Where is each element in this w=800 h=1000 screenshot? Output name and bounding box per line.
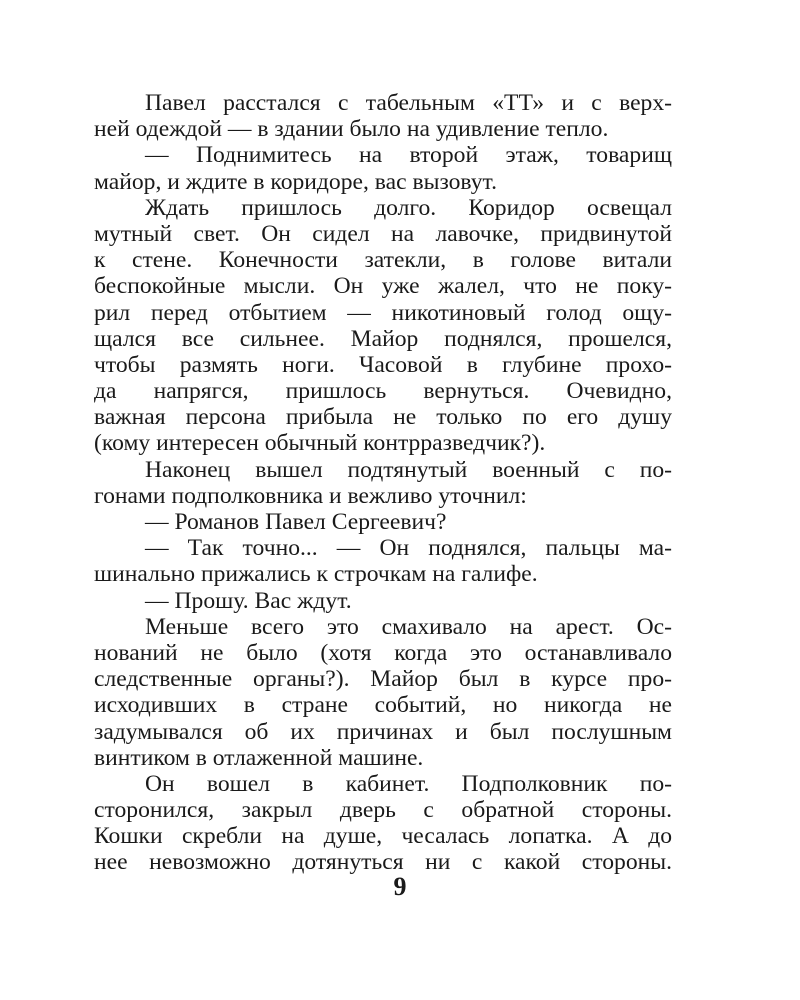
text-line: следственные органы?). Майор был в курсе про-	[94, 666, 672, 693]
text-line: Наконец вышел подтянутый военный с по-	[145, 456, 672, 483]
text-line: важная персона прибыла не только по его душу	[94, 404, 672, 431]
text-line: Он вошел в кабинет. Подполковник по-	[145, 770, 672, 797]
text-line: — Прошу. Вас ждут.	[145, 587, 352, 614]
text-line: ней одеждой — в здании было на удивление тепло.	[94, 116, 609, 143]
text-line: беспокойные мысли. Он уже жалел, что не поку-	[94, 273, 672, 300]
text-line: — Романов Павел Сергеевич?	[145, 509, 447, 535]
body-text	[94, 90, 672, 876]
text-line: мутный свет. Он сидел на лавочке, придвинутой	[94, 220, 672, 247]
text-line: сторонился, закрыл дверь с обратной стороны.	[94, 797, 672, 824]
text-line: рил перед отбытием — никотиновый голод ощу-	[94, 299, 672, 326]
text-line: гонами подполковника и вежливо уточнил:	[94, 482, 527, 509]
text-line: Павел расстался с табельным «ТТ» и с верх-	[145, 90, 672, 116]
text-line: — Так точно... — Он поднялся, пальцы ма-	[145, 535, 672, 562]
text-line: Меньше всего это смахивало на арест. Ос-	[145, 613, 672, 640]
text-line: Кошки скребли на душе, чесалась лопатка. А до	[94, 823, 672, 850]
text-line: нее невозможно дотянуться ни с какой стороны.	[94, 849, 672, 876]
text-line: майор, и ждите в коридоре, вас вызовут.	[94, 168, 497, 195]
text-line: щался все сильнее. Майор поднялся, прошелся,	[94, 325, 672, 352]
text-line: к стене. Конечности затекли, в голове витали	[94, 247, 672, 274]
text-line: нований не было (хотя когда это останавливало	[94, 639, 672, 666]
text-line: шинально прижались к строчкам на галифе.	[94, 561, 538, 588]
page-number: 9	[393, 872, 407, 901]
text-line: чтобы размять ноги. Часовой в глубине прохо-	[94, 351, 672, 378]
text-line: винтиком в отлаженной машине.	[94, 744, 424, 771]
text-line: (кому интересен обычный контрразведчик?).	[94, 430, 546, 457]
text-line: Ждать пришлось долго. Коридор освещал	[145, 194, 672, 221]
text-line: да напрягся, пришлось вернуться. Очевидно,	[94, 378, 672, 405]
text-line: задумывался об их причинах и был послушным	[94, 718, 672, 745]
text-line: — Поднимитесь на второй этаж, товарищ	[145, 142, 672, 169]
text-line: исходивших в стране событий, но никогда не	[94, 692, 672, 719]
